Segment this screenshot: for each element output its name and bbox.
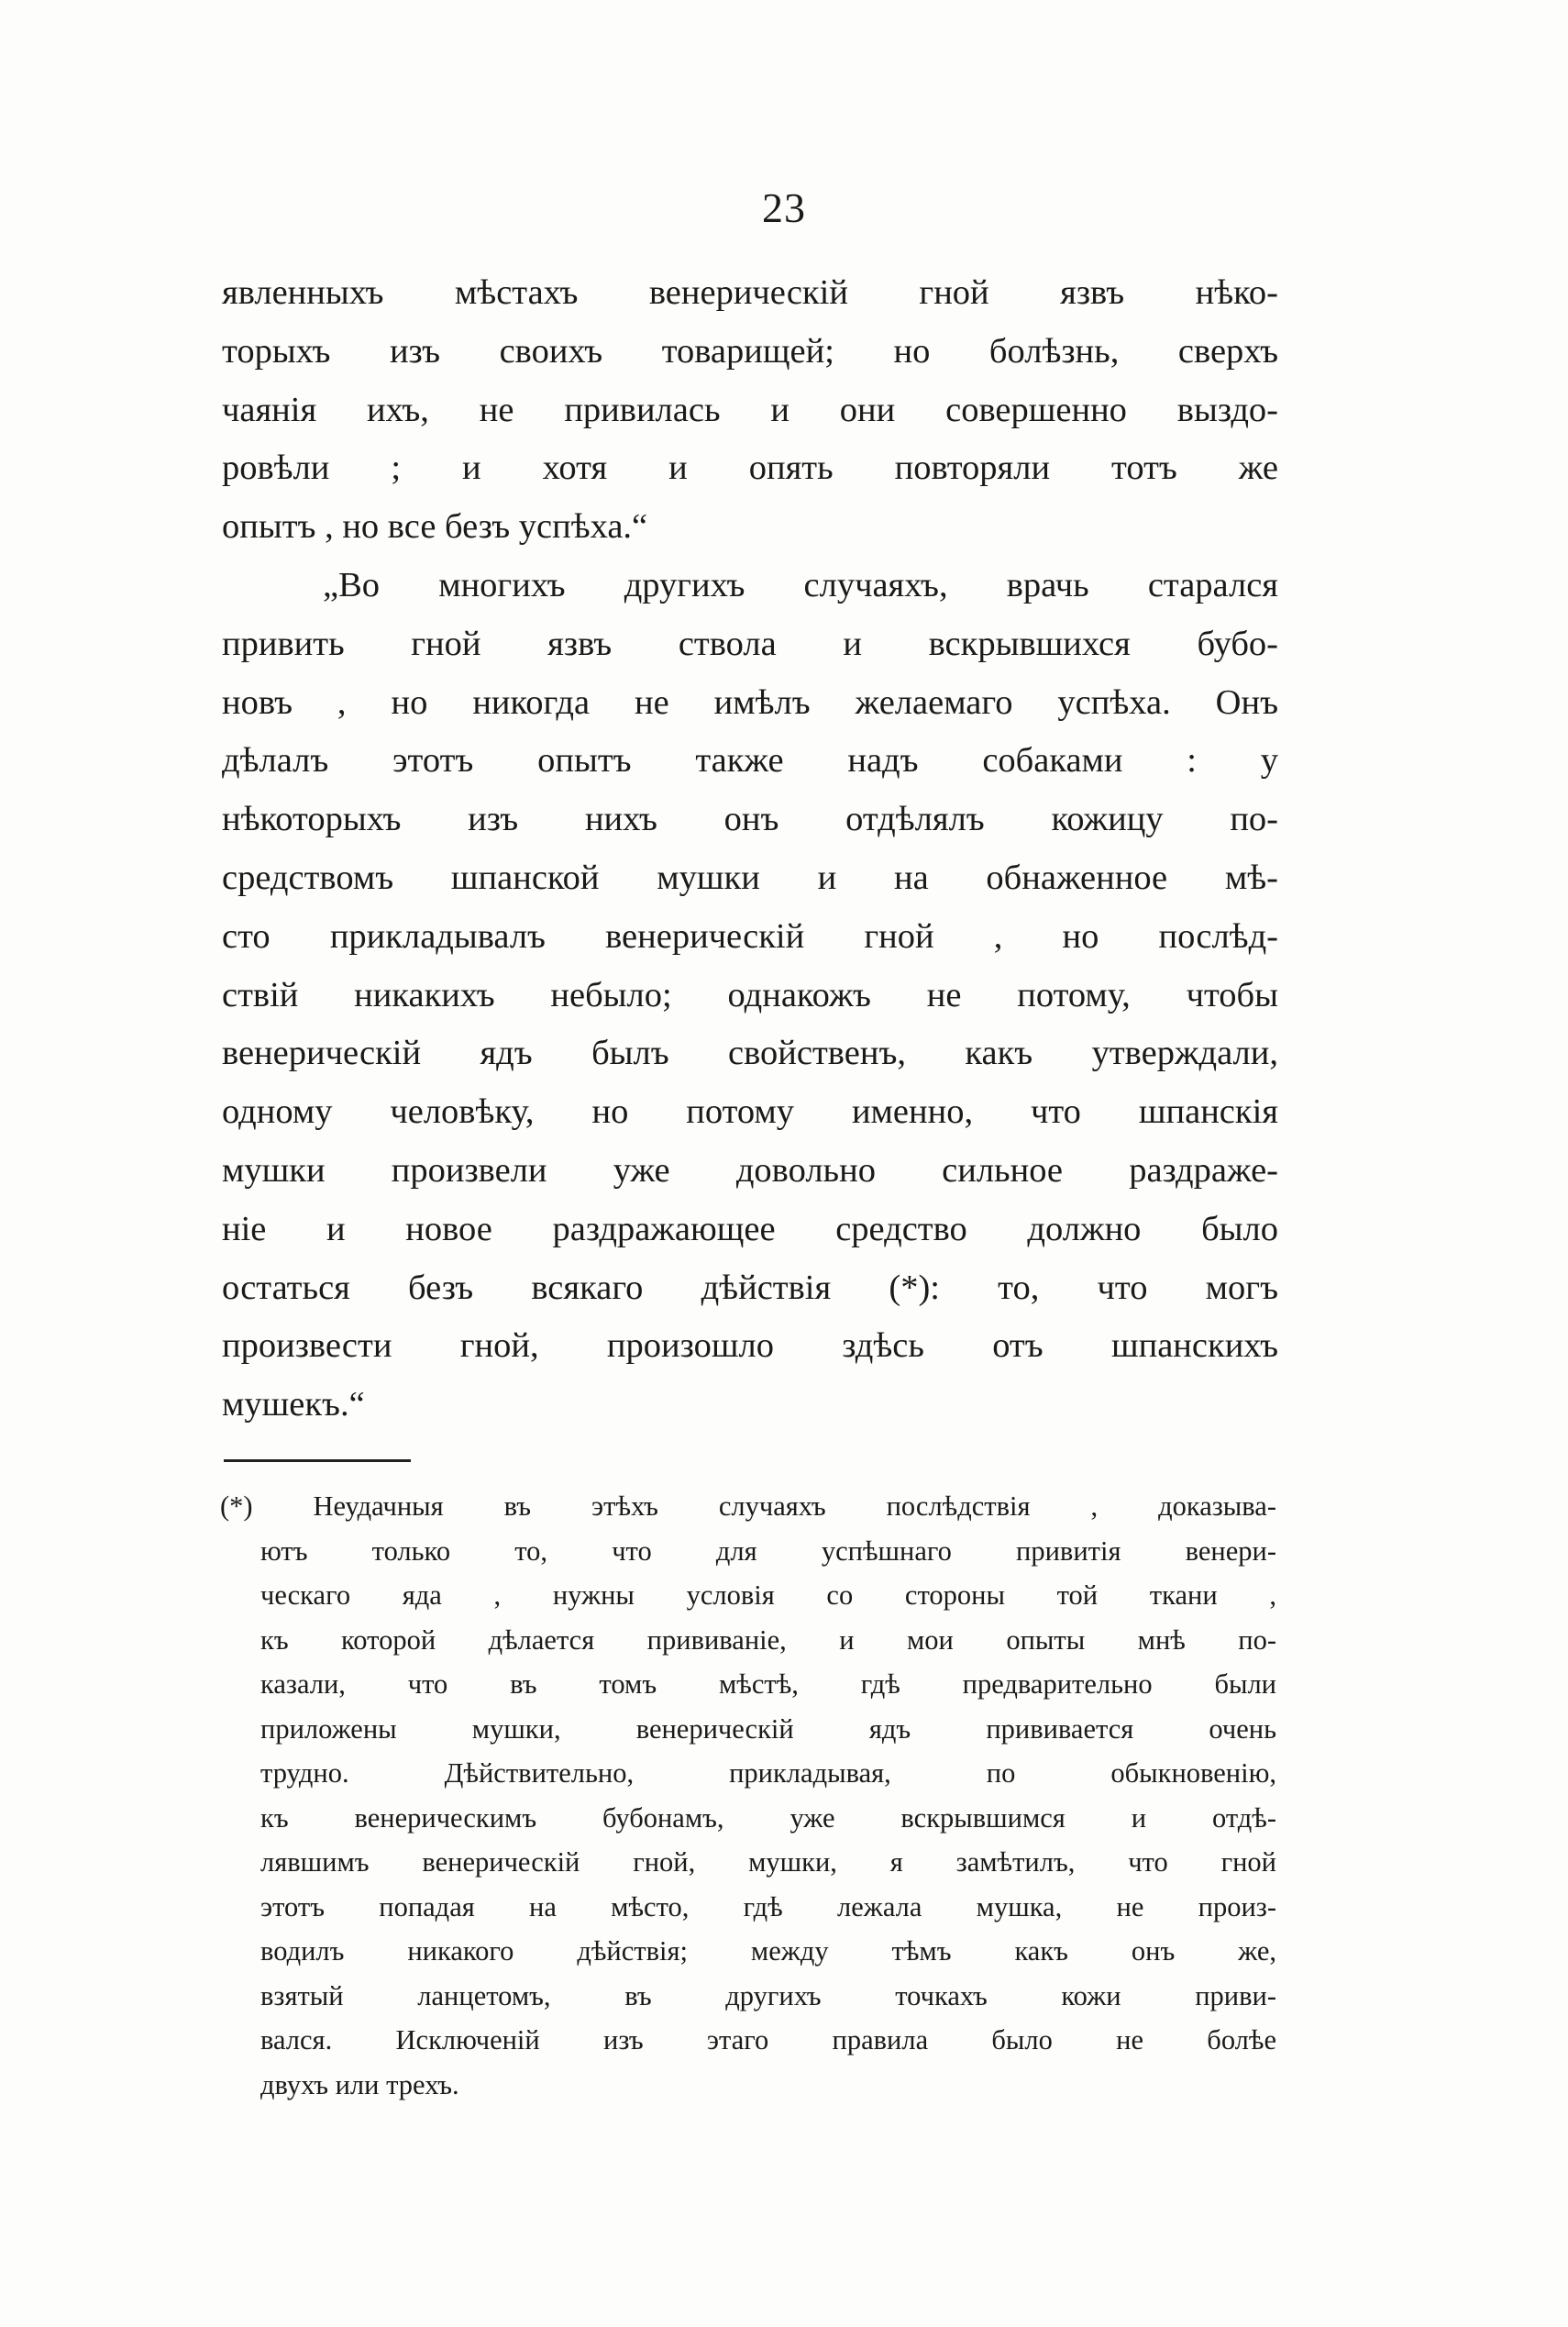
text-line: остаться безъ всякаго дѣйствія (*): то, что могъ	[222, 1268, 1278, 1307]
footnote-line: ческаго яда , нужны условія со стороны той ткани ,	[260, 1579, 1276, 1611]
footnote-line: водилъ никакого дѣйствія; между тѣмъ какъ онъ же,	[260, 1935, 1276, 1967]
text-line: сто прикладывалъ венерическій гной , но послѣд-	[222, 916, 1278, 956]
text-line: явленныхъ мѣстахъ венерическій гной язвъ нѣко-	[222, 273, 1278, 312]
text-line: ровѣли ; и хотя и опять повторяли тотъ же	[222, 449, 1278, 488]
footnote-line: лявшимъ венерическій гной, мушки, я замѣтилъ, что гной	[260, 1846, 1276, 1878]
page-number: 23	[762, 184, 806, 231]
text-line: мушки произвели уже довольно сильное раздраже-	[222, 1150, 1278, 1190]
footnote-line: казали, что въ томъ мѣстѣ, гдѣ предварительно были	[260, 1668, 1276, 1700]
footnote-line: приложены мушки, венерическій ядъ прививается очень	[260, 1712, 1276, 1745]
text-line: ніе и новое раздражающее средство должно было	[222, 1209, 1278, 1248]
footnote-line: вался. Исключеній изъ этаго правила было не болѣе	[260, 2024, 1276, 2056]
text-line: ствій никакихъ небыло; однакожъ не потому, чтобы	[222, 975, 1278, 1014]
text-line: дѣлалъ этотъ опытъ также надъ собаками : у	[222, 741, 1278, 781]
footnote-divider	[224, 1459, 411, 1462]
text-line: венерическій ядъ былъ свойственъ, какъ утверждали,	[222, 1034, 1278, 1073]
footnote-line: взятый ланцетомъ, въ другихъ точкахъ кожи приви-	[260, 1979, 1276, 2011]
text-line: опытъ , но все безъ успѣха.“	[222, 507, 648, 547]
text-line: мушекъ.“	[222, 1385, 365, 1424]
text-line: торыхъ изъ своихъ товарищей; но болѣзнь, сверхъ	[222, 331, 1278, 371]
footnote-line: двухъ или трехъ.	[260, 2068, 459, 2100]
footnote-line: къ которой дѣлается прививаніе, и мои опыты мнѣ по-	[260, 1623, 1276, 1656]
text-line: средствомъ шпанской мушки и на обнаженное мѣ-	[222, 858, 1278, 897]
footnote-line: ютъ только то, что для успѣшнаго привитія венери-	[260, 1535, 1276, 1567]
text-line: „Во многихъ другихъ случаяхъ, врачь старался	[323, 565, 1278, 604]
footnote-line: этотъ попадая на мѣсто, гдѣ лежала мушка, не произ-	[260, 1890, 1276, 1923]
text-line: новъ , но никогда не имѣлъ желаемаго успѣха. Онъ	[222, 682, 1278, 722]
footnote-line: къ венерическимъ бубонамъ, уже вскрывшимся и отдѣ-	[260, 1801, 1276, 1834]
text-line: привить гной язвъ ствола и вскрывшихся бубо-	[222, 624, 1278, 663]
footnote-line: (*) Неудачныя въ этѣхъ случаяхъ послѣдствія , доказыва-	[220, 1490, 1276, 1522]
main-text	[222, 264, 1278, 1435]
text-line: чаянія ихъ, не привилась и они совершенно выздо-	[222, 390, 1278, 429]
text-line: произвести гной, произошло здѣсь отъ шпанскихъ	[222, 1326, 1278, 1366]
text-line: одному человѣку, но потому именно, что шпанскія	[222, 1092, 1278, 1132]
text-line: нѣкоторыхъ изъ нихъ онъ отдѣлялъ кожицу по-	[222, 800, 1278, 839]
footnote-line: трудно. Дѣйствительно, прикладывая, по обыкновенію,	[260, 1757, 1276, 1789]
footnote	[220, 1484, 1276, 2107]
